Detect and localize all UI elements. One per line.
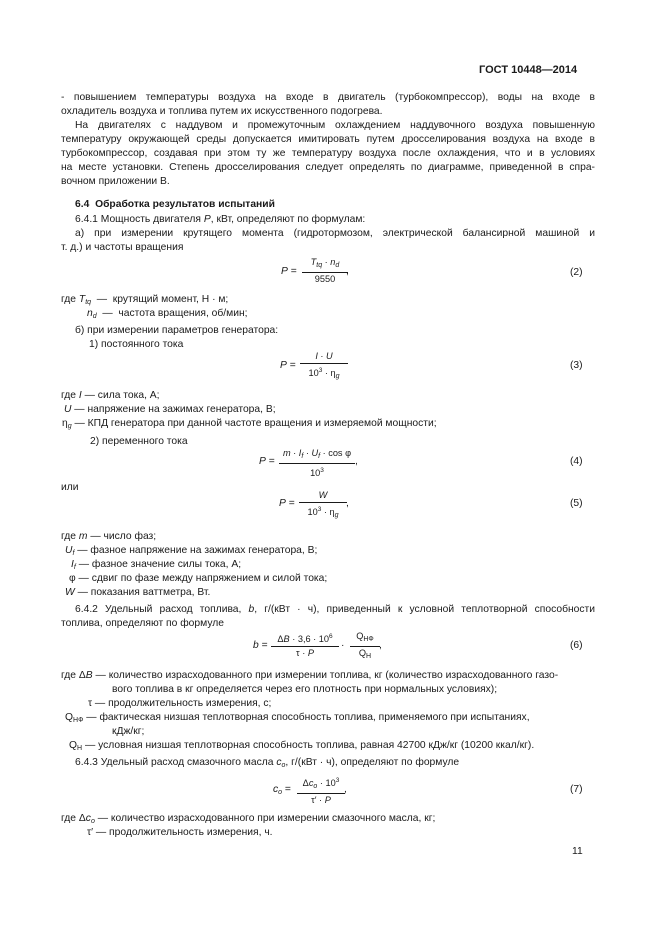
intro-line: - повышением температуры воздуха на входе в двигатель (турбокомпрессор), воды на входе в: [61, 92, 595, 103]
where-item: $I_f$ — фазное значение силы тока, А;: [71, 559, 242, 571]
where-item: τ — продолжительность измерения, с;: [88, 698, 272, 709]
equation-number: (6): [570, 640, 583, 651]
where-item: вого топлива в кг определяется через его плотность при нормальных условиях);: [112, 684, 498, 695]
paragraph-641-intro: 6.4.1 Мощность двигателя P, кВт, определяют по формулам:: [75, 214, 366, 225]
where-item: где $\Delta c_o$ — количество израсходованного при измерении смазочного масла, кг;: [61, 813, 436, 825]
equation-number: (7): [570, 784, 583, 795]
where-item: где m — число фаз;: [61, 531, 157, 542]
paragraph-643: 6.4.3 Удельный расход смазочного масла $c_o$, г/(кВт · ч), определяют по формуле: [75, 757, 460, 769]
equation-number: (5): [570, 498, 583, 509]
intro-line: охладитель воздуха и топлива путем их искусственного подогрева.: [61, 106, 383, 117]
where-item: где $T_{tq}$ — крутящий момент, Н · м;: [61, 294, 229, 306]
where-item: где I — сила тока, А;: [61, 390, 160, 401]
standard-header: ГОСТ 10448—2014: [479, 64, 578, 76]
paragraph-642: 6.4.2 Удельный расход топлива, b, г/(кВт · ч), приведенный к условной теплотворной способности: [75, 604, 595, 615]
where-item: $n_d$ — частота вращения, об/мин;: [87, 308, 248, 320]
where-item: W — показания ваттметра, Вт.: [65, 587, 211, 598]
where-item: $Q_{НФ}$ — фактическая низшая теплотворная способность топлива, применяемого при испытаниях,: [65, 712, 530, 724]
paragraph-641-b2: 2) переменного тока: [90, 436, 188, 447]
where-item: U — напряжение на зажимах генератора, В;: [64, 404, 276, 415]
intro-line: температуру окружающей среды допускается имитировать путем дросселирования воздуха на входе в: [61, 134, 595, 145]
paragraph-641-b1: 1) постоянного тока: [89, 339, 184, 350]
paragraph-641-a: т. д.) и частоты вращения: [61, 242, 184, 253]
or-text: или: [61, 482, 79, 493]
equation-number: (3): [570, 360, 583, 371]
intro-line: вочном приложении В.: [61, 176, 170, 187]
where-item: кДж/кг;: [112, 726, 145, 737]
equation-number: (2): [570, 267, 583, 278]
paragraph-642: топлива, определяют по формуле: [61, 618, 224, 629]
paragraph-641-a: а) при измерении крутящего момента (гидротормозом, электрической балансирной машиной и: [75, 228, 595, 239]
document-page: ГОСТ 10448—2014 - повышением температуры воздуха на входе в двигатель (турбокомпрессор), воды на входе в охладитель воздуха и топлива путем их искусственного подогрева. На двигателях с наддувом и промежуточным охлаждением наддувочного воздуха повышенную температуру окружающей среды допускается имитировать путем дросселирования воздуха на входе в турбокомпрессор, создавая при этом ту же температуру воздуха после охлаждения, что и в условиях на месте установки. Степень дросселирования следует определять по диаграмме, приведенной в спра- вочном приложении В. 6.4 Обработка результатов испытаний 6.4.1 Мощность двигателя P, кВт, определяют по формулам: а) при измерении крутящего момента (гидротормозом, электрической балансирной машиной и т. д.) и частоты вращения P = $T_{tq} \cdot n_d$ 9550 , (2) где $T_{tq}$ — крутящий момент, Н · м; $n_d$ — частота вращения, об/мин; б) при измерении параметров генератора: 1) постоянного тока P = I · U $10^3 \cdot \eta_g$ (3) где I — сила тока, А; U — напряжение на зажимах генератора, В; $\eta_g$ — КПД генератора при данной частоте вращения и измеряемой мощности; 2) переменного тока P = $m \cdot I_f \cdot U_f \cdot \cos \varphi$ $10^3$ , (4) или P = W $10^3 \cdot \eta_g$ , (5) где m — число фаз; $U_f$ — фазное напряжение на зажимах генератора, В; $I_f$ — фазное значение силы тока, А; φ — сдвиг по фазе между напряжением и силой тока; W — показания ваттметра, Вт. 6.4.2 Удельный расход топлива, b, г/(кВт · ч), приведенный к условной теплотворной способности топлива, определяют по формуле b = $\Delta B \cdot 3,6 \cdot 10^6$ τ · P · $Q_{НФ}$ $Q_Н$ , (6) где ΔB — количество израсходованного при измерении топлива, кг (количество израсходованного газо- вого топлива в кг определяется через его плотность при нормальных условиях); τ — продолжительность измерения, с; $Q_{НФ}$ — фактическая низшая теплотворная способность топлива, применяемого при испытаниях, кДж/кг; $Q_Н$ — условная низшая теплотворная способность топлива, равная 42700 кДж/кг (10200 ккал/кг). 6.4.3 Удельный расход смазочного масла $c_o$, г/(кВт · ч), определяют по формуле $c_o$ = $\Delta c_o \cdot 10^3$ τ′ · P , (7) где $\Delta c_o$ — количество израсходованного при измерении смазочного масла, кг; τ′ — продолжительность измерения, ч. 11: [61, 64, 595, 857]
section-title: Обработка результатов испытаний: [95, 199, 275, 210]
where-item: $Q_Н$ — условная низшая теплотворная способность топлива, равная 42700 кДж/кг (10200 ккал/кг).: [69, 740, 535, 752]
where-item: $\eta_g$ — КПД генератора при данной частоте вращения и измеряемой мощности;: [62, 418, 437, 430]
where-item: φ — сдвиг по фазе между напряжением и силой тока;: [69, 573, 328, 584]
page-number: 11: [572, 846, 583, 857]
equation-number: (4): [570, 456, 583, 467]
section-number: 6.4: [75, 199, 90, 210]
where-item: где ΔB — количество израсходованного при измерении топлива, кг (количество израсходованного газо-: [61, 670, 559, 681]
intro-line: На двигателях с наддувом и промежуточным охлаждением наддувочного воздуха повышенную: [75, 120, 595, 131]
where-item: τ′ — продолжительность измерения, ч.: [87, 827, 273, 838]
section-heading: [75, 199, 275, 211]
where-item: $U_f$ — фазное напряжение на зажимах генератора, В;: [65, 545, 318, 557]
paragraph-641-b: б) при измерении параметров генератора:: [75, 325, 279, 336]
intro-line: турбокомпрессор, создавая при этом ту же температуру воздуха после охлаждения, что и в условиях: [61, 148, 595, 159]
intro-line: на месте установки. Степень дросселирования следует определять по диаграмме, приведенной в спра-: [61, 162, 595, 173]
